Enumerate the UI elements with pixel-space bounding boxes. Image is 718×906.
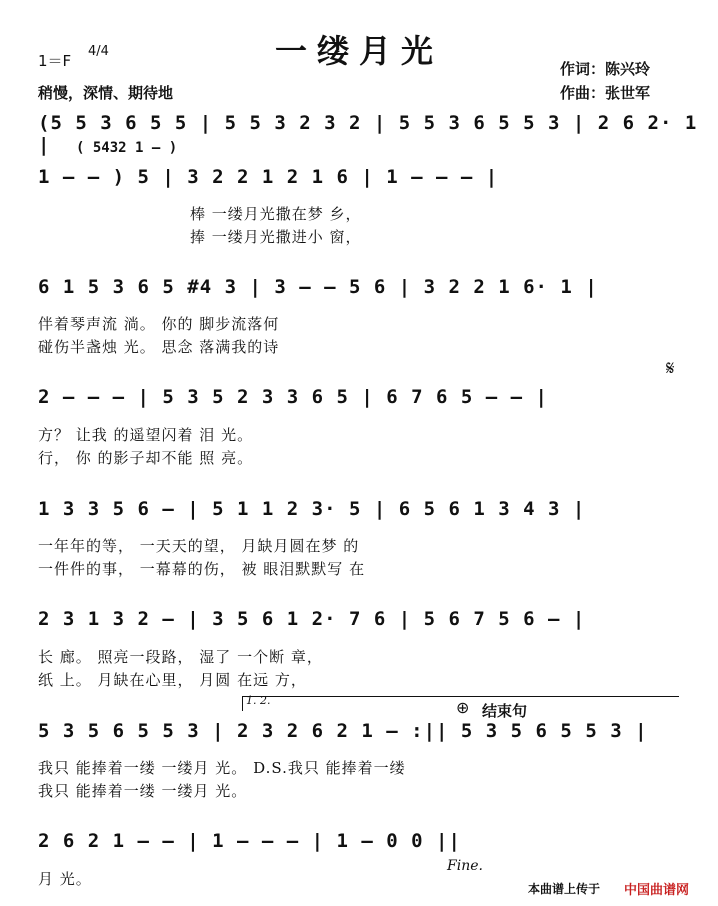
notation-line: (5 5 3 6 5 5 | 5 5 3 2 3 2 | 5 5 3 6 5 5 3 | 2 6 2· 1 | xyxy=(38,112,698,156)
coda-label: 结束句 xyxy=(482,702,528,720)
notation-line: 5 3 5 6 5 5 3 | 2 3 2 6 2 1 – :|| 5 3 5 6 5 5 3 | xyxy=(38,720,648,742)
system-7 xyxy=(0,720,718,760)
system-8 xyxy=(0,830,718,870)
lyric-verse-2: 捧 一缕月光撒进小 窗， xyxy=(190,228,362,246)
lyric-verse-2: 我只 能捧着一缕 一缕月 光。 xyxy=(38,782,248,800)
composer-credit: 作曲：张世军 xyxy=(560,84,651,102)
lyric-verse-1: 月 光。 xyxy=(38,870,92,888)
fine-marking: Fine. xyxy=(447,858,483,874)
lyric-verse-1: 方？ 让我 的遥望闪着 泪 光。 xyxy=(38,426,254,444)
notation-line: 2 3 1 3 2 – | 3 5 6 1 2· 7 6 | 5 6 7 5 6 – | xyxy=(38,608,586,630)
lyric-verse-1: 长 廊。 照亮一段路， 湿了 一个断 章， xyxy=(38,648,323,666)
key-signature: 1＝F xyxy=(38,52,72,70)
notation-line: 1 3 3 5 6 – | 5 1 1 2 3· 5 | 6 5 6 1 3 4 3 | xyxy=(38,498,586,520)
notation-line: 2 6 2 1 – – | 1 – – – | 1 – 0 0 || xyxy=(38,830,461,852)
coda-sign: ⊕ xyxy=(456,698,470,717)
song-title: 一缕月光 xyxy=(274,32,443,70)
system-6 xyxy=(0,608,718,648)
lyricist-credit: 作词：陈兴玲 xyxy=(560,60,651,78)
notation-line: 2 – – – | 5 3 5 2 3 3 6 5 | 6 7 6 5 – – | xyxy=(38,386,548,408)
lyric-verse-1: 一年年的等， 一天天的望， 月缺月圆在梦 的 xyxy=(38,537,360,555)
intro-subline: ( 5432 1 — ) xyxy=(76,140,178,156)
notation-line: 1 – – ) 5 | 3 2 2 1 2 1 6 | 1 – – – | xyxy=(38,166,499,188)
volta-label: 1. 2. xyxy=(246,694,271,707)
tempo-marking: 稍慢，深情、期待地 xyxy=(38,84,174,102)
site-logo[interactable]: 中国曲谱网 xyxy=(624,883,690,898)
lyric-verse-1: 伴着琴声流 淌。 你的 脚步流落何 xyxy=(38,315,280,333)
segno-sign: 𝄋 xyxy=(666,356,675,380)
lyric-verse-1: 棒 一缕月光撒在梦 乡， xyxy=(190,205,362,223)
system-5 xyxy=(0,498,718,538)
system-4 xyxy=(0,386,718,426)
lyric-verse-1: 我只 能捧着一缕 一缕月 光。 D.S.我只 能捧着一缕 xyxy=(38,759,406,777)
lyric-verse-2: 碰伤半盏烛 光。 思念 落满我的诗 xyxy=(38,338,280,356)
lyric-verse-2: 纸 上。 月缺在心里， 月圆 在远 方， xyxy=(38,671,307,689)
notation-line: 6 1 5 3 6 5 #4 3 | 3 – – 5 6 | 3 2 2 1 6· 1 | xyxy=(38,276,598,298)
lyric-verse-2: 行， 你 的影子却不能 照 亮。 xyxy=(38,449,254,467)
system-3 xyxy=(0,276,718,316)
system-2 xyxy=(0,166,718,206)
lyric-verse-2: 一件件的事， 一幕幕的伤， 被 眼泪默默写 在 xyxy=(38,560,366,578)
footer-upload-note: 本曲谱上传于 xyxy=(528,882,601,896)
time-signature: 4/4 xyxy=(88,44,109,59)
